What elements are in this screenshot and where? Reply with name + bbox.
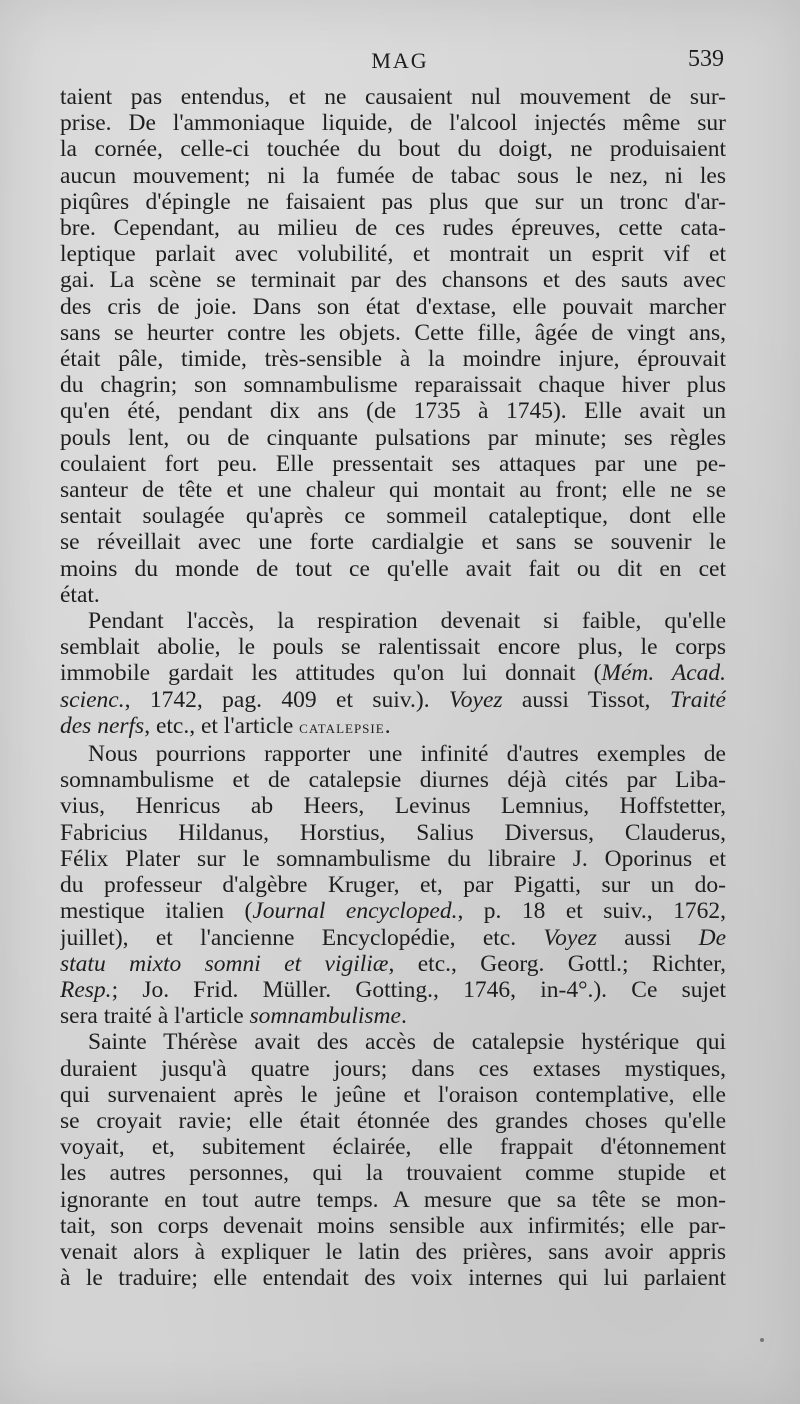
text-line: somnambulisme et de catalepsie diurnes déjà cités par Liba- <box>60 767 726 794</box>
citation-italic: De <box>698 924 726 951</box>
text-line: était pâle, timide, très-sensible à la moindre injure, éprouvait <box>60 346 726 373</box>
text-line: Sainte Thérèse avait des accès de catalepsie hystérique qui <box>88 1029 726 1056</box>
paper-speck <box>760 1338 764 1342</box>
text-line: moins du monde de tout ce qu'elle avait fait ou dit en cet <box>60 555 726 582</box>
text-line: taient pas entendus, et ne causaient nul mouvement de sur- <box>60 84 726 110</box>
text-segment: , p. 18 et suiv., 1762, <box>457 898 726 925</box>
text-line: coulaient fort peu. Elle pressentait ses attaques par une pe- <box>60 450 726 477</box>
text-line: se réveillait avec une forte cardialgie et sans se souvenir le <box>60 529 726 556</box>
text-line <box>60 660 726 686</box>
text-line: du professeur d'algèbre Kruger, et, par Pigatti, sur un do- <box>60 872 726 899</box>
text-line: prise. De l'ammoniaque liquide, de l'alcool injectés même sur <box>60 110 726 137</box>
text-segment: , 1742, pag. 409 et suiv.). <box>124 686 450 713</box>
text-line: voyait, et, subitement éclairée, elle frappait d'étonnement <box>60 1134 726 1161</box>
text-line <box>60 951 726 977</box>
text-line <box>60 687 726 713</box>
text-line: Fabricius Hildanus, Horstius, Salius Diversus, Clauderus, <box>60 819 726 846</box>
text-line: se croyait ravie; elle était étonnée des grandes choses qu'elle <box>60 1107 726 1134</box>
text-line: à le traduire; elle entendait des voix internes qui lui parlaient <box>60 1265 726 1292</box>
paragraph-1 <box>60 84 726 608</box>
text-line: qui survenaient après le jeûne et l'oraison contemplative, elle <box>60 1081 726 1108</box>
page-header <box>0 46 800 80</box>
text-segment: ; Jo. Frid. Müller. Gotting., 1746, in-4°.). Ce sujet <box>111 976 726 1003</box>
text-line: venait alors à expliquer le latin des prières, sans avoir appris <box>60 1238 726 1265</box>
text-line: aucun mouvement; ni la fumée de tabac sous le nez, ni les <box>60 162 726 189</box>
text-line: la cornée, celle-ci touchée du bout du doigt, ne produisaient <box>60 136 726 163</box>
text-line: sentait soulagée qu'après ce sommeil cataleptique, dont elle <box>60 503 726 530</box>
running-head: MAG <box>371 48 429 73</box>
text-segment: sera traité à l'article <box>60 1003 250 1030</box>
text-line: qu'en été, pendant dix ans (de 1735 à 1745). Elle avait un <box>60 398 726 425</box>
citation-italic: Resp. <box>60 976 112 1003</box>
paragraph-4 <box>60 1029 726 1291</box>
text-segment: . <box>384 712 391 739</box>
citation-italic: scienc. <box>60 686 125 713</box>
text-line: du chagrin; son somnambulisme reparaissait chaque hiver plus <box>60 372 726 399</box>
voyez-italic: Voyez <box>449 686 503 713</box>
text-line: duraient jusqu'à quatre jours; dans ces extases mystiques, <box>60 1055 726 1082</box>
text-line: santeur de tête et une chaleur qui montait au front; elle ne se <box>60 477 726 504</box>
text-segment: mestique italien ( <box>60 898 253 925</box>
text-line: pouls lent, ou de cinquante pulsations par minute; ses règles <box>60 424 726 451</box>
text-line <box>60 898 726 924</box>
text-line: gai. La scène se terminait par des chansons et des sauts avec <box>60 267 726 294</box>
text-line: piqûres d'épingle ne faisaient pas plus que sur un tronc d'ar- <box>60 188 726 215</box>
citation-italic: Journal encycloped. <box>252 898 458 925</box>
text-line: tait, son corps devenait moins sensible aux infirmités; elle par- <box>60 1212 726 1239</box>
text-line <box>60 925 726 951</box>
text-line: état. <box>60 581 100 608</box>
citation-italic: statu mixto somni et vigiliæ <box>60 950 389 977</box>
text-line: Félix Plater sur le somnambulisme du libraire J. Oporinus et <box>60 845 726 872</box>
page-number: 539 <box>688 46 724 72</box>
text-segment: , etc., et l'article <box>144 712 300 739</box>
text-line: sans se heurter contre les objets. Cette fille, âgée de vingt ans, <box>60 319 726 346</box>
text-segment: aussi Tissot, <box>502 686 670 713</box>
paragraph-3 <box>60 741 726 1029</box>
citation-italic: Traité <box>669 686 726 713</box>
paragraph-2 <box>60 608 726 741</box>
text-line: leptique parlait avec volubilité, et montrait un esprit vif et <box>60 241 726 268</box>
citation-italic: Mém. Acad. <box>601 660 726 687</box>
article-reference-italic: somnambulisme <box>249 1003 401 1030</box>
text-line <box>60 977 726 1003</box>
text-line <box>60 713 726 741</box>
text-line: semblait abolie, le pouls se ralentissait encore plus, le corps <box>60 634 726 661</box>
text-line: vius, Henricus ab Heers, Levinus Lemnius, Hoffstetter, <box>60 793 726 820</box>
text-line: les autres personnes, qui la trouvaient comme stupide et <box>60 1160 726 1187</box>
article-reference: catalepsie <box>299 716 385 738</box>
text-line: bre. Cependant, au milieu de ces rudes épreuves, cette cata- <box>60 215 726 242</box>
text-line: des cris de joie. Dans son état d'extase, elle pouvait marcher <box>60 293 726 320</box>
text-segment: aussi <box>596 924 699 951</box>
body-text <box>60 84 726 1291</box>
text-segment: . <box>400 1003 407 1030</box>
text-line: Nous pourrions rapporter une infinité d'autres exemples de <box>88 741 726 768</box>
voyez-italic: Voyez <box>543 924 597 951</box>
text-segment: juillet), et l'ancienne Encyclopédie, etc. <box>60 924 544 951</box>
citation-italic: des nerfs <box>60 712 145 739</box>
text-line: Pendant l'accès, la respiration devenait si faible, qu'elle <box>88 608 726 635</box>
text-segment: , etc., Georg. Gottl.; Richter, <box>388 950 726 977</box>
text-line <box>60 1003 726 1029</box>
text-segment: immobile gardait les attitudes qu'on lui donnait ( <box>60 660 602 687</box>
text-line: ignorante en tout autre temps. A mesure que sa tête se mon- <box>60 1186 726 1213</box>
